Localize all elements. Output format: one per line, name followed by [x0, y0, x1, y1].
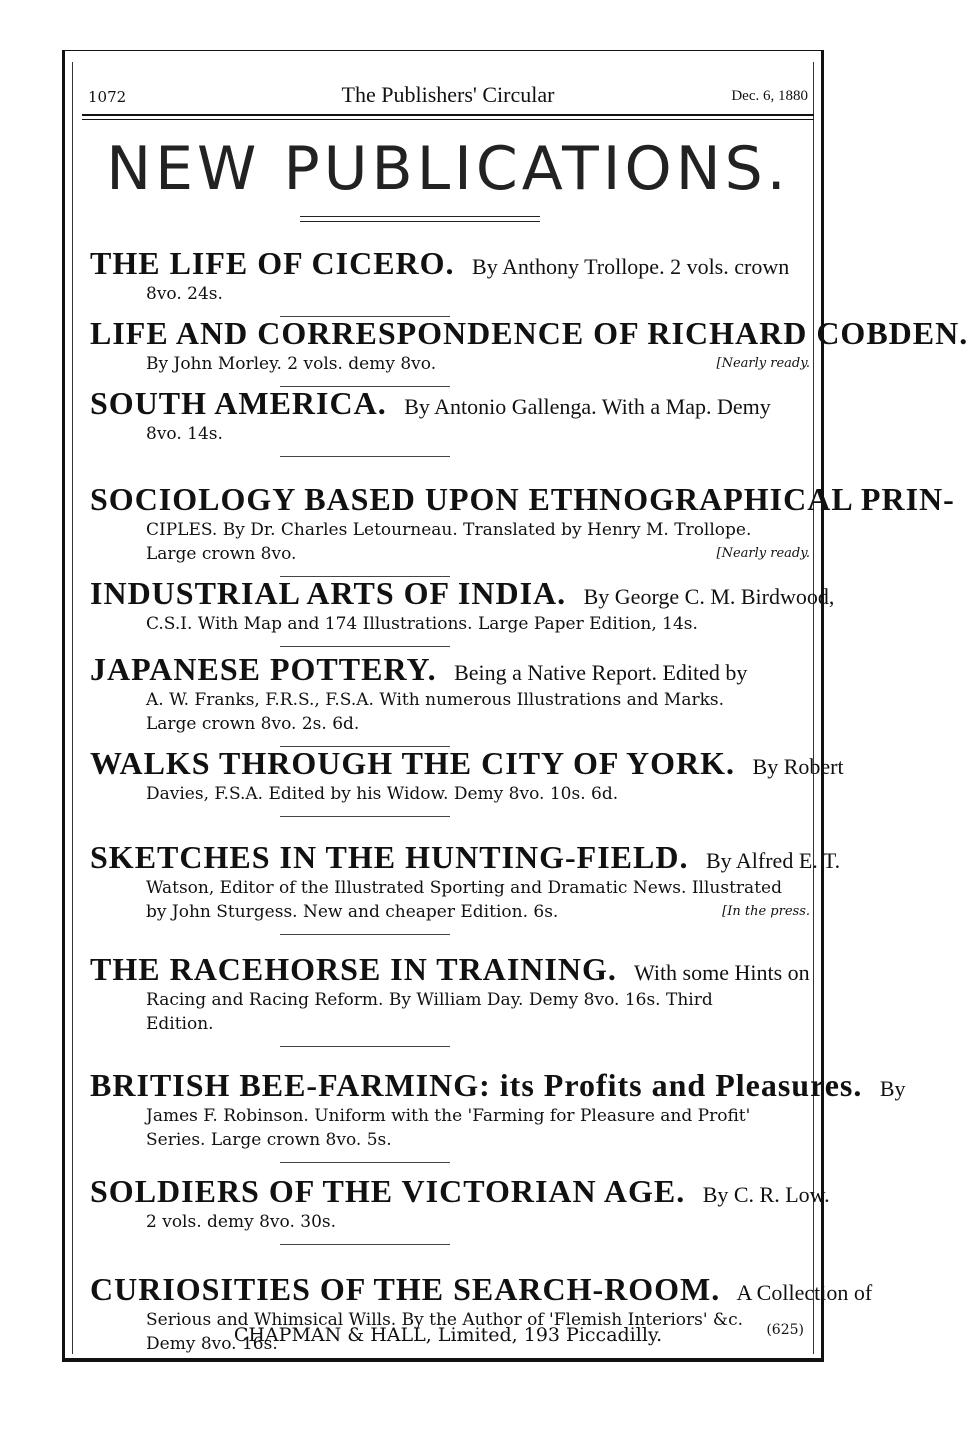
entry-author: By George C. M. Birdwood, [578, 584, 835, 609]
entry-detail-text: Davies, F.S.A. Edited by his Widow. Demy 8vo. 10s. 6d. [146, 784, 619, 804]
publication-entry [90, 1173, 830, 1245]
page-number: 1072 [88, 88, 127, 106]
entry-title: THE RACEHORSE IN TRAINING. [90, 951, 617, 987]
publication-entry [90, 839, 841, 935]
publication-entry [90, 951, 820, 1047]
entry-heading-line [90, 951, 820, 988]
entry-detail-text: Racing and Racing Reform. By William Day. Demy 8vo. 16s. Third [146, 990, 713, 1010]
entry-detail-line [90, 688, 820, 712]
publication-entry [90, 481, 955, 577]
page-title: NEW PUBLICATIONS. [106, 134, 790, 204]
entry-title: SOLDIERS OF THE VICTORIAN AGE. [90, 1173, 686, 1209]
entry-detail-text: Watson, Editor of the Illustrated Sporting and Dramatic News. Illustrated [146, 878, 782, 898]
title-rule-2 [300, 221, 540, 222]
entry-separator [280, 1046, 450, 1047]
entry-heading-line [90, 745, 844, 782]
entry-detail-line [90, 988, 820, 1012]
entry-detail-line [90, 1012, 820, 1036]
entry-detail-text: Serious and Whimsical Wills. By the Author of 'Flemish Interiors' &c. [146, 1310, 743, 1330]
entry-detail-text: CIPLES. By Dr. Charles Letourneau. Translated by Henry M. Trollope. [146, 520, 752, 540]
entry-detail-line [90, 712, 820, 736]
entry-title: LIFE AND CORRESPONDENCE OF RICHARD COBDEN. [90, 315, 968, 351]
entry-detail-text: A. W. Franks, F.R.S., F.S.A. With numerous Illustrations and Marks. [146, 690, 725, 710]
advert-code: (625) [766, 1322, 804, 1338]
entry-detail-line [90, 900, 820, 924]
entry-heading-line [90, 575, 835, 612]
entry-title: WALKS THROUGH THE CITY OF YORK. [90, 745, 736, 781]
entry-separator [280, 1162, 450, 1163]
entry-detail-text: Large crown 8vo. 2s. 6d. [146, 714, 360, 734]
entry-detail-text: Demy 8vo. 16s. [146, 1334, 278, 1354]
publication-entry [90, 385, 820, 457]
header-rule-thin [82, 119, 814, 120]
entry-author: Being a Native Report. Edited by [448, 660, 748, 685]
entry-detail-text: Edition. [146, 1014, 214, 1034]
page-header [82, 80, 814, 112]
entry-separator [280, 456, 450, 457]
entry-title: SOUTH AMERICA. [90, 385, 387, 421]
entry-detail-line [90, 782, 820, 806]
entry-detail-text: 8vo. 14s. [146, 424, 223, 444]
entry-detail-line [90, 352, 820, 376]
entry-detail-text: 2 vols. demy 8vo. 30s. [146, 1212, 337, 1232]
entry-heading-line [90, 245, 820, 282]
entry-detail-text: James F. Robinson. Uniform with the 'Farming for Pleasure and Profit' [146, 1106, 751, 1126]
entry-author: With some Hints on [628, 960, 810, 985]
entry-separator [280, 646, 450, 647]
entry-heading-line [90, 839, 841, 876]
entry-detail-line [90, 1104, 820, 1128]
entry-author: By Antonio Gallenga. With a Map. Demy [398, 394, 771, 419]
title-rule [300, 216, 540, 217]
entry-detail-line [90, 518, 820, 542]
entry-heading-line [90, 1271, 873, 1308]
entry-detail-text: By John Morley. 2 vols. demy 8vo. [146, 354, 437, 374]
entry-title: JAPANESE POTTERY. [90, 651, 437, 687]
entry-detail-line [90, 612, 820, 636]
entry-title: BRITISH BEE-FARMING: its Profits and Pleasures. [90, 1067, 863, 1103]
entry-detail-line [90, 1128, 820, 1152]
entry-author: By C. R. Low. [697, 1182, 830, 1207]
publication-entry [90, 245, 820, 317]
entry-title: SOCIOLOGY BASED UPON ETHNOGRAPHICAL PRIN- [90, 481, 955, 517]
entry-status-note: [Nearly ready. [716, 356, 810, 371]
entry-status-note: [Nearly ready. [716, 546, 810, 561]
entry-author: By Robert [747, 754, 844, 779]
entry-heading-line [90, 1067, 906, 1104]
publication-entry [90, 575, 835, 647]
entry-heading-line [90, 1173, 830, 1210]
entry-author: By Alfred E. T. [700, 848, 841, 873]
entry-heading-line [90, 651, 820, 688]
entry-title: THE LIFE OF CICERO. [90, 245, 455, 281]
entry-detail-line [90, 282, 820, 306]
entry-detail-line [90, 1210, 820, 1234]
entry-separator [280, 1244, 450, 1245]
entry-title: INDUSTRIAL ARTS OF INDIA. [90, 575, 567, 611]
entry-detail-line [90, 542, 820, 566]
issue-date: Dec. 6, 1880 [731, 88, 808, 104]
entry-heading-line [90, 481, 955, 518]
publisher-footer [82, 1324, 814, 1346]
entry-detail-text: Large crown 8vo. [146, 544, 297, 564]
publication-entry [90, 745, 844, 817]
entry-title: SKETCHES IN THE HUNTING-FIELD. [90, 839, 689, 875]
entry-title: CURIOSITIES OF THE SEARCH-ROOM. [90, 1271, 721, 1307]
entry-author: By [874, 1076, 906, 1101]
entry-separator [280, 816, 450, 817]
entry-detail-line [90, 422, 820, 446]
publication-entry [90, 1067, 906, 1163]
entry-author: A Collection of [732, 1280, 873, 1305]
entry-status-note: [In the press. [722, 904, 810, 919]
publisher-line: CHAPMAN & HALL, Limited, 193 Piccadilly. [233, 1324, 663, 1346]
entry-heading-line [90, 385, 820, 422]
journal-title: The Publishers' Circular [341, 82, 555, 107]
publication-entry [90, 651, 820, 747]
entry-heading-line [90, 315, 968, 352]
entry-detail-text: 8vo. 24s. [146, 284, 223, 304]
entry-separator [280, 934, 450, 935]
entry-detail-text: by John Sturgess. New and cheaper Edition. 6s. [146, 902, 559, 922]
header-rule [82, 114, 814, 116]
entry-detail-line [90, 876, 820, 900]
entry-detail-text: C.S.I. With Map and 174 Illustrations. Large Paper Edition, 14s. [146, 614, 698, 634]
entry-author: By Anthony Trollope. 2 vols. crown [466, 254, 790, 279]
entry-detail-text: Series. Large crown 8vo. 5s. [146, 1130, 392, 1150]
publication-entry [90, 315, 968, 387]
